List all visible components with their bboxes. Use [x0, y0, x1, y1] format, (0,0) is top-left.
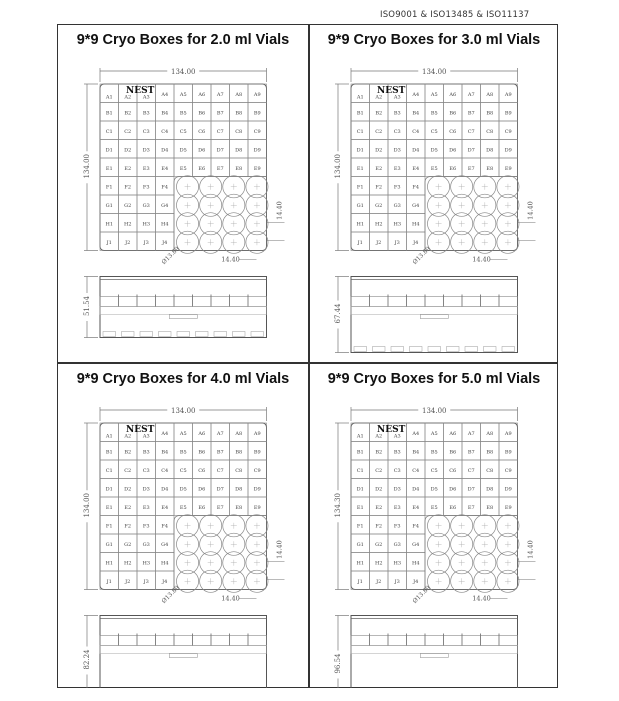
cell-label: J1 [357, 578, 363, 585]
cell-label: A4 [161, 430, 169, 437]
cell-label: D8 [486, 486, 494, 493]
cell-label: C7 [216, 128, 224, 135]
cell-label: A3 [393, 433, 401, 440]
cell-label: C8 [486, 467, 494, 474]
cell-label: A8 [486, 430, 494, 437]
cell-label: C9 [504, 467, 512, 474]
cell-label: E4 [161, 165, 169, 172]
cell-label: E7 [467, 165, 475, 172]
cell-label: A2 [124, 433, 132, 440]
cell-label: F1 [105, 184, 113, 191]
cell-label: D6 [198, 147, 206, 154]
cell-label: B2 [375, 449, 383, 456]
cell-label: E9 [253, 504, 261, 511]
nest-logo: NEST [126, 86, 155, 96]
cell-label: B2 [375, 110, 383, 117]
cell-label: J1 [357, 239, 363, 246]
width-dimension: 134.00 [422, 407, 447, 415]
cell-label: E8 [486, 504, 494, 511]
cell-label: G3 [142, 202, 150, 209]
cell-label: B7 [216, 110, 224, 117]
depth-dimension: 134.00 [83, 154, 91, 179]
height-dimension: 82.24 [83, 649, 91, 670]
cell-label: G2 [124, 202, 132, 209]
cell-label: C7 [467, 467, 475, 474]
depth-dimension: 134.30 [334, 493, 342, 518]
cell-label: F3 [142, 523, 150, 530]
cell-label: B4 [161, 449, 169, 456]
cell-label: B5 [430, 449, 438, 456]
cell-label: A9 [504, 430, 512, 437]
width-dimension: 134.00 [171, 68, 196, 76]
cell-label: C5 [430, 128, 438, 135]
cell-label: F4 [161, 184, 169, 191]
cell-label: B4 [161, 110, 169, 117]
cell-label: H1 [105, 560, 114, 567]
panel-3ml [309, 24, 559, 362]
cell-label: C9 [253, 467, 261, 474]
cell-label: D4 [161, 147, 169, 154]
cell-label: H2 [374, 560, 383, 567]
cryo-box-drawing [309, 24, 559, 362]
cell-label: D2 [375, 147, 383, 154]
cell-label: H4 [411, 560, 420, 567]
cell-label: D8 [235, 486, 243, 493]
cell-label: B8 [486, 110, 494, 117]
cell-label: C5 [179, 128, 187, 135]
cell-label: E5 [179, 165, 187, 172]
cell-label: J4 [413, 578, 419, 585]
cell-label: C8 [235, 128, 243, 135]
cell-label: A7 [216, 430, 224, 437]
cell-label: B7 [216, 449, 224, 456]
cell-label: E8 [235, 165, 243, 172]
cell-label: B5 [179, 110, 187, 117]
cell-label: E4 [161, 504, 169, 511]
cell-label: D9 [504, 147, 512, 154]
cell-label: D7 [216, 147, 224, 154]
cell-label: G3 [393, 202, 401, 209]
cell-label: C4 [412, 128, 420, 135]
cell-label: B8 [235, 449, 243, 456]
cell-label: E6 [449, 504, 457, 511]
cell-label: A4 [412, 430, 420, 437]
cell-label: E5 [430, 165, 438, 172]
cell-label: C1 [105, 467, 113, 474]
cell-label: C2 [375, 467, 383, 474]
cell-label: H4 [160, 221, 169, 228]
pitch-x-dimension: 14.40 [221, 255, 240, 264]
cell-label: C4 [161, 467, 169, 474]
cell-label: C2 [375, 128, 383, 135]
cell-label: J1 [106, 239, 112, 246]
cell-label: B8 [486, 449, 494, 456]
cell-label: C1 [105, 128, 113, 135]
cell-label: D6 [449, 486, 457, 493]
panel-title: 9*9 Cryo Boxes for 4.0 ml Vials [76, 371, 290, 387]
cell-label: E3 [393, 504, 401, 511]
cell-label: A5 [179, 430, 187, 437]
cell-label: D4 [161, 486, 169, 493]
cell-label: A4 [412, 91, 420, 98]
cell-label: E6 [449, 165, 457, 172]
cell-label: C3 [142, 128, 150, 135]
cell-label: G1 [356, 541, 364, 548]
cell-label: F4 [412, 523, 420, 530]
cell-label: A3 [393, 94, 401, 101]
cell-label: D7 [216, 486, 224, 493]
pitch-x-dimension: 14.40 [472, 594, 491, 603]
cell-label: A1 [105, 433, 113, 440]
cell-label: D4 [412, 486, 420, 493]
cell-label: D6 [198, 486, 206, 493]
cell-label: H1 [356, 221, 365, 228]
cell-label: A5 [179, 91, 187, 98]
cell-label: J2 [376, 578, 382, 585]
width-dimension: 134.00 [422, 68, 447, 76]
cell-label: E3 [393, 165, 401, 172]
cell-label: D3 [393, 486, 401, 493]
hole-diameter: Ø13.89 [160, 245, 182, 266]
cell-label: C6 [449, 467, 457, 474]
cell-label: E5 [430, 504, 438, 511]
cell-label: B1 [105, 110, 113, 117]
cell-label: D9 [253, 486, 261, 493]
height-dimension: 51.54 [83, 295, 91, 317]
cell-label: B6 [198, 110, 206, 117]
cell-label: B9 [253, 449, 261, 456]
cell-label: F1 [356, 184, 364, 191]
cell-label: E3 [142, 504, 150, 511]
cell-label: E4 [412, 165, 420, 172]
cell-label: B1 [105, 449, 113, 456]
pitch-y-dimension: 14.40 [526, 201, 535, 220]
cell-label: C6 [449, 128, 457, 135]
cell-label: A9 [504, 91, 512, 98]
cell-label: F4 [161, 523, 169, 530]
cell-label: F2 [124, 523, 132, 530]
cell-label: B4 [412, 110, 420, 117]
cryo-box-drawing [309, 363, 559, 688]
cell-label: E8 [235, 504, 243, 511]
cell-label: B9 [253, 110, 261, 117]
cell-label: G4 [412, 541, 420, 548]
cell-label: B3 [393, 449, 401, 456]
cell-label: J2 [125, 239, 131, 246]
cell-label: G2 [375, 541, 383, 548]
cell-label: C7 [467, 128, 475, 135]
cell-label: B7 [467, 110, 475, 117]
cell-label: H1 [356, 560, 365, 567]
cell-label: A1 [356, 433, 364, 440]
cell-label: C2 [124, 128, 132, 135]
cell-label: D2 [375, 486, 383, 493]
cell-label: D5 [179, 147, 187, 154]
cell-label: B9 [504, 110, 512, 117]
cell-label: E2 [124, 165, 132, 172]
cell-label: G1 [105, 202, 113, 209]
cell-label: D2 [124, 486, 132, 493]
cell-label: B2 [124, 110, 132, 117]
nest-logo: NEST [377, 425, 406, 435]
cell-label: D8 [486, 147, 494, 154]
cell-label: J4 [162, 239, 168, 246]
cell-label: A3 [142, 433, 150, 440]
cell-label: J2 [125, 578, 131, 585]
cell-label: J3 [394, 239, 400, 246]
cell-label: E7 [216, 504, 224, 511]
cell-label: H4 [411, 221, 420, 228]
cell-label: G2 [375, 202, 383, 209]
cell-label: H3 [393, 560, 402, 567]
cell-label: E6 [198, 165, 206, 172]
cell-label: D7 [467, 147, 475, 154]
cell-label: H2 [123, 560, 132, 567]
cell-label: D6 [449, 147, 457, 154]
cell-label: C4 [161, 128, 169, 135]
cell-label: F3 [393, 184, 401, 191]
cell-label: D2 [124, 147, 132, 154]
cryo-box-drawing [58, 363, 308, 688]
cell-label: E1 [356, 165, 364, 172]
height-dimension: 96.54 [334, 653, 342, 674]
cell-label: D1 [356, 147, 364, 154]
cell-label: E6 [198, 504, 206, 511]
cell-label: A9 [253, 430, 261, 437]
cell-label: D5 [430, 147, 438, 154]
nest-logo: NEST [377, 86, 406, 96]
height-dimension: 67.44 [334, 303, 342, 324]
cell-label: J3 [143, 578, 149, 585]
cell-label: E2 [124, 504, 132, 511]
cell-label: C6 [198, 467, 206, 474]
nest-logo: NEST [126, 425, 155, 435]
cell-label: C3 [393, 128, 401, 135]
cell-label: C6 [198, 128, 206, 135]
cell-label: D3 [142, 486, 150, 493]
depth-dimension: 134.00 [334, 154, 342, 179]
cell-label: E4 [412, 504, 420, 511]
cell-label: B9 [504, 449, 512, 456]
cell-label: C9 [253, 128, 261, 135]
cell-label: E9 [504, 165, 512, 172]
cell-label: G4 [161, 202, 169, 209]
cell-label: A6 [449, 91, 457, 98]
cell-label: H2 [123, 221, 132, 228]
cell-label: J1 [106, 578, 112, 585]
cell-label: A8 [235, 430, 243, 437]
hole-diameter: Ø13.89 [411, 584, 433, 605]
cell-label: H4 [160, 560, 169, 567]
panel-2ml [58, 24, 308, 362]
cell-label: C2 [124, 467, 132, 474]
cell-label: H3 [142, 560, 151, 567]
cell-label: G3 [142, 541, 150, 548]
cell-label: B1 [356, 449, 364, 456]
cell-label: E2 [375, 165, 383, 172]
cell-label: F3 [142, 184, 150, 191]
cell-label: C5 [179, 467, 187, 474]
cell-label: B6 [449, 110, 457, 117]
cell-label: D1 [105, 486, 113, 493]
cell-label: C7 [216, 467, 224, 474]
cell-label: E7 [467, 504, 475, 511]
cell-label: J4 [413, 239, 419, 246]
cell-label: C9 [504, 128, 512, 135]
panel-5ml [309, 363, 559, 701]
cell-label: D5 [179, 486, 187, 493]
cell-label: E7 [216, 165, 224, 172]
cell-label: B3 [142, 449, 150, 456]
cell-label: A7 [467, 430, 475, 437]
cell-label: J3 [394, 578, 400, 585]
cell-label: D9 [504, 486, 512, 493]
cell-label: D8 [235, 147, 243, 154]
cell-label: G2 [124, 541, 132, 548]
panel-4ml [58, 363, 308, 701]
hole-diameter: Ø13.89 [160, 584, 182, 605]
cell-label: F3 [393, 523, 401, 530]
cell-label: C1 [356, 128, 364, 135]
hole-diameter: Ø13.89 [411, 245, 433, 266]
cryo-box-drawing [58, 24, 308, 362]
cell-label: C8 [235, 467, 243, 474]
cell-label: C8 [486, 128, 494, 135]
cell-label: A6 [198, 430, 206, 437]
cell-label: E3 [142, 165, 150, 172]
cell-label: A5 [430, 91, 438, 98]
cell-label: C3 [393, 467, 401, 474]
cell-label: G3 [393, 541, 401, 548]
cell-label: B6 [449, 449, 457, 456]
panel-title: 9*9 Cryo Boxes for 5.0 ml Vials [327, 371, 541, 387]
cell-label: F2 [375, 184, 383, 191]
cell-label: E1 [105, 165, 113, 172]
cell-label: A8 [235, 91, 243, 98]
cell-label: A7 [467, 91, 475, 98]
cell-label: A2 [124, 94, 132, 101]
cell-label: B2 [124, 449, 132, 456]
cell-label: G1 [105, 541, 113, 548]
cell-label: F1 [356, 523, 364, 530]
cell-label: A5 [430, 430, 438, 437]
width-dimension: 134.00 [171, 407, 196, 415]
cell-label: F2 [375, 523, 383, 530]
cell-label: A2 [375, 433, 383, 440]
pitch-y-dimension: 14.40 [275, 201, 284, 220]
cell-label: B6 [198, 449, 206, 456]
pitch-x-dimension: 14.40 [472, 255, 491, 264]
cell-label: C4 [412, 467, 420, 474]
cell-label: B1 [356, 110, 364, 117]
cell-label: A7 [216, 91, 224, 98]
cell-label: J4 [162, 578, 168, 585]
pitch-y-dimension: 14.40 [275, 540, 284, 559]
cell-label: D1 [105, 147, 113, 154]
cell-label: A6 [449, 430, 457, 437]
cell-label: A2 [375, 94, 383, 101]
cell-label: A3 [142, 94, 150, 101]
cell-label: D5 [430, 486, 438, 493]
cell-label: H3 [142, 221, 151, 228]
cell-label: D4 [412, 147, 420, 154]
panel-title: 9*9 Cryo Boxes for 2.0 ml Vials [76, 32, 290, 48]
pitch-x-dimension: 14.40 [221, 594, 240, 603]
cell-label: E1 [105, 504, 113, 511]
depth-dimension: 134.00 [83, 493, 91, 518]
cell-label: E9 [253, 165, 261, 172]
cell-label: B3 [393, 110, 401, 117]
cell-label: B4 [412, 449, 420, 456]
cell-label: E2 [375, 504, 383, 511]
cell-label: H1 [105, 221, 114, 228]
cell-label: J3 [143, 239, 149, 246]
cell-label: D7 [467, 486, 475, 493]
cell-label: B5 [179, 449, 187, 456]
cell-label: A6 [198, 91, 206, 98]
cell-label: H2 [374, 221, 383, 228]
cell-label: A9 [253, 91, 261, 98]
cell-label: E1 [356, 504, 364, 511]
certifications-label: ISO9001 & ISO13485 & ISO11137 [380, 10, 530, 20]
panel-title: 9*9 Cryo Boxes for 3.0 ml Vials [327, 32, 541, 48]
cell-label: G4 [412, 202, 420, 209]
cell-label: G1 [356, 202, 364, 209]
cell-label: B5 [430, 110, 438, 117]
cell-label: A1 [356, 94, 364, 101]
cell-label: J2 [376, 239, 382, 246]
cell-label: F2 [124, 184, 132, 191]
cell-label: E9 [504, 504, 512, 511]
cell-label: D3 [393, 147, 401, 154]
cell-label: C3 [142, 467, 150, 474]
cell-label: A8 [486, 91, 494, 98]
cell-label: B7 [467, 449, 475, 456]
cell-label: B3 [142, 110, 150, 117]
cell-label: A1 [105, 94, 113, 101]
cell-label: F1 [105, 523, 113, 530]
cell-label: A4 [161, 91, 169, 98]
cell-label: D1 [356, 486, 364, 493]
cell-label: D9 [253, 147, 261, 154]
cell-label: C1 [356, 467, 364, 474]
cell-label: G4 [161, 541, 169, 548]
cell-label: D3 [142, 147, 150, 154]
cell-label: E5 [179, 504, 187, 511]
cell-label: H3 [393, 221, 402, 228]
cell-label: B8 [235, 110, 243, 117]
cell-label: C5 [430, 467, 438, 474]
pitch-y-dimension: 14.40 [526, 540, 535, 559]
cell-label: E8 [486, 165, 494, 172]
cell-label: F4 [412, 184, 420, 191]
